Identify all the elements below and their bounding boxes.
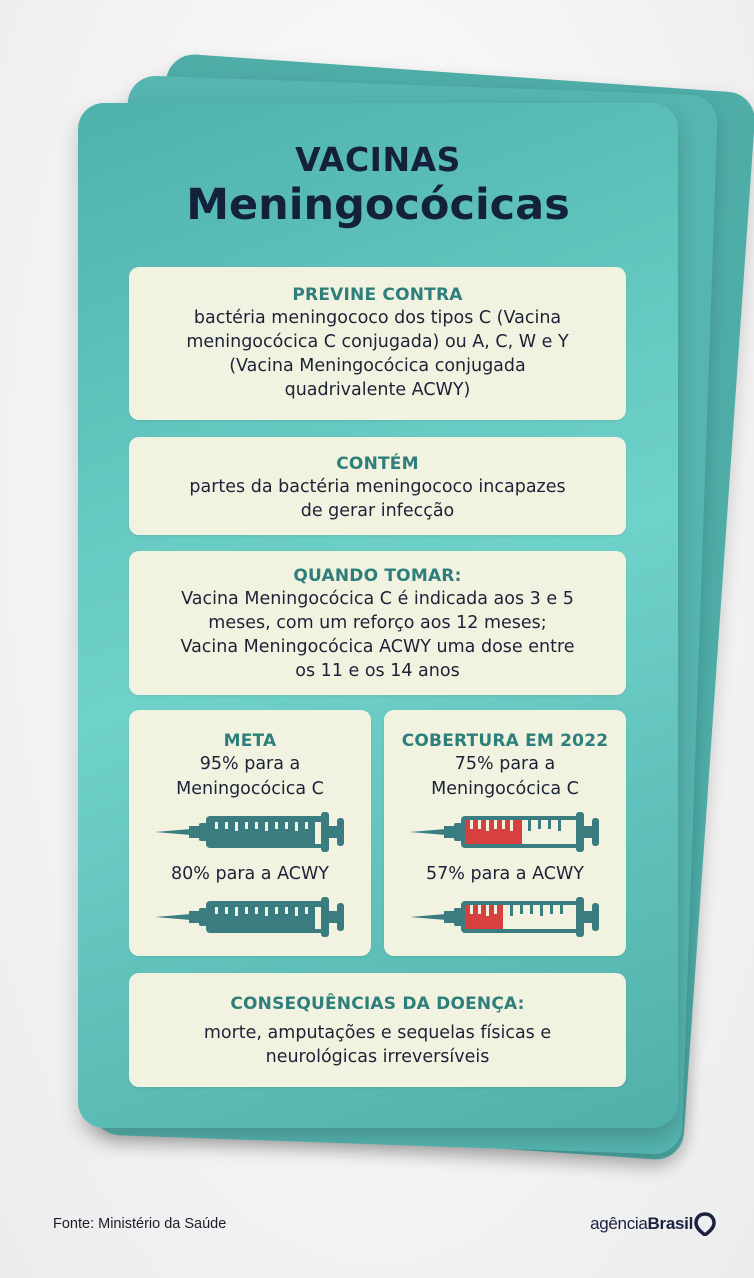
agencia-brasil-logo (590, 1212, 716, 1236)
cobertura-c-line-1: 75% para a (454, 754, 556, 774)
body-line: quadrivalente ACWY) (284, 380, 471, 400)
cobertura-c-text (384, 752, 626, 802)
source-credit: Fonte: Ministério da Saúde (53, 1216, 227, 1232)
body-line: de gerar infecção (300, 501, 455, 521)
body-line: Vacina Meningocócica C é indicada aos 3 e 5 (181, 589, 574, 609)
section-cobertura-2022 (384, 710, 626, 956)
meta-acwy-text: 80% para a ACWY (171, 864, 329, 884)
body-line: (Vacina Meningocócica conjugada (229, 356, 526, 376)
body-line: meningocócica C conjugada) ou A, C, W e Y (186, 332, 569, 352)
section-heading: PREVINE CONTRA (292, 285, 463, 305)
section-previne-contra (129, 267, 626, 420)
body-line: morte, amputações e sequelas físicas e (203, 1023, 552, 1043)
section-heading: CONSEQUÊNCIAS DA DOENÇA: (230, 994, 525, 1014)
section-body (129, 587, 626, 683)
cobertura-acwy-text: 57% para a ACWY (426, 864, 584, 884)
body-line: Vacina Meningocócica ACWY uma dose entre (180, 637, 575, 657)
section-body (129, 306, 626, 402)
cobertura-c-line-2: Meningocócica C (431, 779, 579, 799)
meta-c-text (129, 752, 371, 802)
title-line-2: Meningocócicas (186, 180, 570, 230)
section-heading: META (223, 731, 277, 751)
section-quando-tomar (129, 551, 626, 695)
title-line-1: VACINAS (295, 140, 461, 179)
section-meta (129, 710, 371, 956)
section-heading: CONTÉM (336, 454, 419, 474)
body-line: bactéria meningococo dos tipos C (Vacina (193, 308, 562, 328)
body-line: partes da bactéria meningococo incapazes (189, 477, 566, 497)
syringe-icon (155, 810, 345, 854)
logo-text-bold: Brasil (647, 1214, 693, 1233)
section-heading: QUANDO TOMAR: (293, 566, 462, 586)
meta-c-line-1: 95% para a (199, 754, 301, 774)
meta-c-line-2: Meningocócica C (176, 779, 324, 799)
section-heading: COBERTURA EM 2022 (401, 731, 609, 751)
page-title (78, 140, 678, 230)
syringe-icon (410, 810, 600, 854)
syringe-icon (410, 895, 600, 939)
logo-text-light: agência (590, 1214, 648, 1233)
syringe-icon (155, 895, 345, 939)
location-pin-icon (694, 1212, 716, 1236)
section-contem (129, 437, 626, 535)
body-line: neurológicas irreversíveis (265, 1047, 490, 1067)
body-line: os 11 e os 14 anos (295, 661, 460, 681)
body-line: meses, com um reforço aos 12 meses; (208, 613, 547, 633)
section-body (129, 475, 626, 523)
section-consequencias (129, 973, 626, 1087)
section-body (129, 1021, 626, 1069)
